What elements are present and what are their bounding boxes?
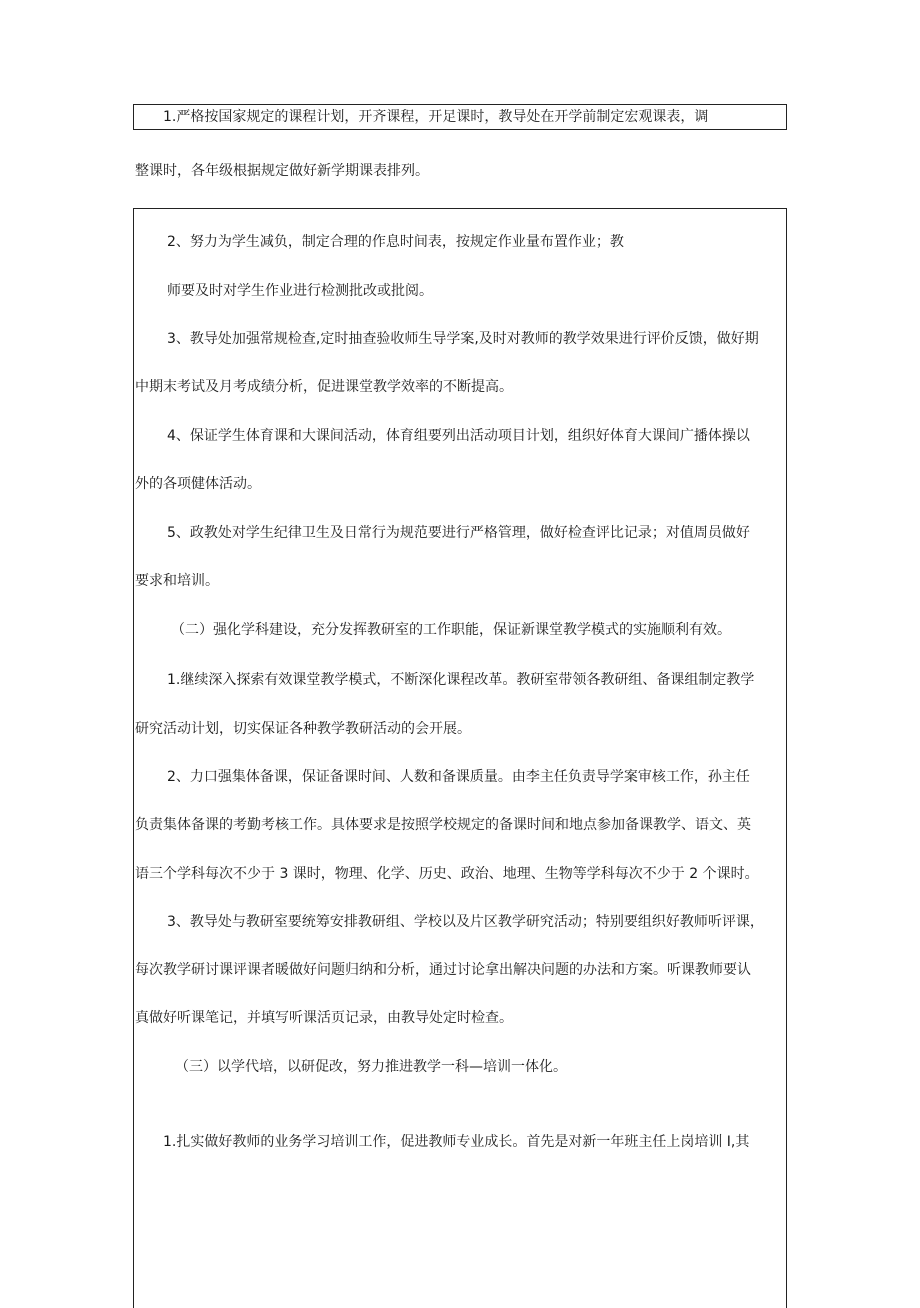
text-line: 整课时，各年级根据规定做好新学期课表排列。 (135, 163, 429, 179)
text-line: 师要及时对学生作业进行检测批改或批阅。 (167, 283, 433, 299)
text-line: 3、教导处加强常规检查,定时抽查验收师生导学案,及时对教师的教学效果进行评价反馈，做好期 (167, 331, 759, 347)
text-line: 1.继续深入探索有效课堂教学模式，不断深化课程改革。教研室带领各教研组、备课组制定教学 (167, 672, 755, 688)
text-line: 研究活动计划，切实保证各种教学教研活动的会开展。 (135, 721, 471, 737)
text-line: 4、保证学生体育课和大课间活动，体育组要列出活动项目计划，组织好体育大课间广播体操以 (167, 428, 750, 444)
section-heading: （二）强化学科建设，充分发挥教研室的工作职能，保证新课堂教学模式的实施顺利有效。 (171, 622, 731, 638)
text-line: 每次教学研讨课评课者暖做好问题归纳和分析，通过讨论拿出解决问题的办法和方案。听课教师要认 (135, 962, 751, 978)
text-line: 1.扎实做好教师的业务学习培训工作，促进教师专业成长。首先是对新一年班主任上岗培训 I,其 (163, 1134, 750, 1150)
text-line: 要求和培训。 (135, 573, 219, 589)
text-line: 1.严格按国家规定的课程计划，开齐课程，开足课时，教导处在开学前制定宏观课表，调 (163, 109, 709, 125)
text-line: 5、政教处对学生纪律卫生及日常行为规范要进行严格管理，做好检查评比记录；对值周员做好 (167, 525, 750, 541)
text-line: 3、教导处与教研室要统筹安排教研组、学校以及片区教学研究活动；特别要组织好教师听评课， (167, 914, 764, 930)
text-line: 中期末考试及月考成绩分析，促进课堂教学效率的不断提高。 (135, 379, 513, 395)
section-heading: （三）以学代培，以研促改，努力推进教学一科—培训一体化。 (175, 1059, 567, 1075)
text-line: 负责集体备课的考勤考核工作。具体要求是按照学校规定的备课时间和地点参加备课教学、语文、英 (135, 817, 751, 833)
text-line: 外的各项健体活动。 (135, 476, 261, 492)
text-line: 2、力口强集体备课，保证备课时间、人数和备课质量。由李主任负责导学案审核工作，孙主任 (167, 769, 750, 785)
text-line: 2、努力为学生减负，制定合理的作息时间表，按规定作业量布置作业；教 (167, 234, 624, 250)
text-line: 语三个学科每次不少于 3 课时，物理、化学、历史、政治、地理、生物等学科每次不少于 2 个课时。 (135, 866, 759, 882)
text-line: 真做好听课笔记，并填写听课活页记录，由教导处定时检查。 (135, 1010, 513, 1026)
